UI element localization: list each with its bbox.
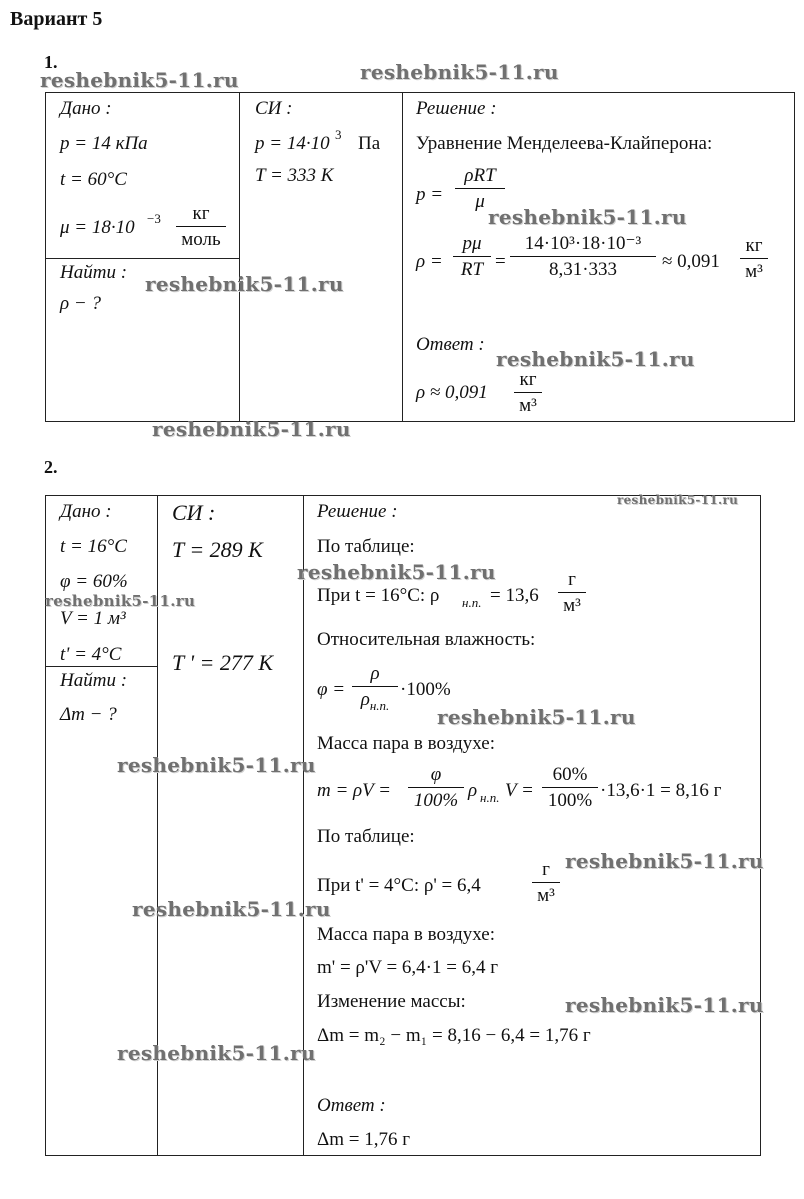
- watermark: reshebnik5-11.ru: [565, 849, 764, 873]
- subscript-np: н.п.: [462, 595, 482, 610]
- eq2-result: ≈ 0,091: [662, 251, 720, 272]
- si-pressure: p = 14·10: [255, 133, 330, 154]
- answer-value: Δm = 1,76 г: [317, 1129, 411, 1150]
- unit-numerator: кг: [745, 235, 763, 256]
- mass-denominator: 100%: [413, 790, 459, 811]
- table-border-bottom: [45, 1155, 761, 1156]
- eq2-unit-fraction: [740, 236, 768, 281]
- table-column-divider: [402, 92, 403, 422]
- eq2-numeric-denominator: 8,31·333: [548, 259, 618, 280]
- unit-numerator: кг: [519, 369, 537, 390]
- mass-fraction-2: [542, 765, 598, 810]
- watermark: reshebnik5-11.ru: [45, 592, 196, 610]
- si-pressure-unit: Па: [358, 133, 381, 154]
- eq1-numerator: ρRT: [464, 165, 496, 186]
- unit-denominator: моль: [181, 229, 221, 250]
- watermark: reshebnik5-11.ru: [360, 60, 559, 84]
- subscript-np: н.п.: [480, 790, 500, 805]
- unit-numerator: кг: [192, 203, 210, 224]
- si-header: СИ :: [255, 98, 293, 119]
- density-at-4c: При t' = 4°C: ρ' = 6,4: [317, 875, 481, 896]
- answer-header: Ответ :: [416, 334, 485, 355]
- unit-numerator: г: [542, 859, 550, 880]
- eq2-lhs: ρ =: [416, 251, 443, 272]
- density-unit-fraction: [532, 860, 560, 905]
- given-header: Дано :: [60, 98, 112, 119]
- solution-header: Решение :: [416, 98, 497, 119]
- given-temperature: t = 60°C: [60, 169, 127, 190]
- molar-mass-unit-fraction: [176, 204, 226, 249]
- watermark: reshebnik5-11.ru: [152, 417, 351, 441]
- unit-denominator: м³: [519, 395, 537, 416]
- solution-step: Масса пара в воздухе:: [317, 924, 496, 945]
- si-temperature-2: T ' = 277 К: [172, 650, 273, 675]
- given-volume: V = 1 м³: [60, 608, 126, 629]
- problem-1-number: 1.: [44, 52, 58, 72]
- eq2-fraction: [453, 234, 491, 279]
- given-header: Дано :: [60, 501, 112, 522]
- table-border-right: [760, 495, 761, 1156]
- solution-step: Изменение массы:: [317, 991, 466, 1012]
- eq2-numerator: pμ: [462, 233, 482, 254]
- mass-lhs: m = ρV =: [317, 780, 391, 801]
- answer-value: ρ ≈ 0,091: [416, 382, 488, 403]
- watermark: reshebnik5-11.ru: [117, 1041, 316, 1065]
- given-temperature-2: t' = 4°C: [60, 644, 122, 665]
- eq2-numeric-fraction: [510, 234, 656, 279]
- phi-fraction: [352, 664, 398, 712]
- given-find-divider: [45, 666, 158, 667]
- given-molar-mass: μ = 18·10: [60, 217, 135, 238]
- given-humidity: φ = 60%: [60, 571, 128, 592]
- unit-denominator: м³: [537, 885, 555, 906]
- phi-lhs: φ =: [317, 679, 346, 700]
- eq1-denominator: μ: [475, 191, 485, 212]
- watermark: reshebnik5-11.ru: [496, 347, 695, 371]
- watermark: reshebnik5-11.ru: [40, 68, 239, 92]
- watermark: reshebnik5-11.ru: [132, 897, 331, 921]
- eq2-denominator: RT: [460, 259, 484, 280]
- mass-fraction-1: [408, 765, 464, 810]
- unit-denominator: м³: [745, 261, 763, 282]
- unit-denominator: м³: [563, 595, 581, 616]
- saturated-density-line: При t = 16°C: ρ: [317, 585, 440, 606]
- given-molar-mass-exponent: −3: [147, 211, 161, 226]
- eq2-equals: =: [495, 251, 506, 272]
- given-find-divider: [45, 258, 240, 259]
- watermark: reshebnik5-11.ru: [117, 753, 316, 777]
- table-column-divider: [239, 92, 240, 422]
- find-header: Найти :: [60, 670, 128, 691]
- watermark: reshebnik5-11.ru: [437, 705, 636, 729]
- mass-tail: ·13,6·1 = 8,16 г: [600, 780, 722, 801]
- phi-denominator: $\rho_{н.п.}$: [360, 689, 390, 713]
- find-density: ρ − ?: [60, 293, 101, 314]
- table-border-left: [45, 92, 46, 422]
- solution-law: Уравнение Менделеева-Клайперона:: [416, 133, 713, 154]
- phi-numerator: ρ: [370, 663, 380, 684]
- table-border-right: [794, 92, 795, 422]
- solution-header: Решение :: [317, 501, 398, 522]
- given-pressure: p = 14 кПа: [60, 133, 148, 154]
- mass-numerator: φ: [430, 764, 442, 785]
- mass-change-eq: Δm = m₂ − m₁ = 8,16 − 6,4 = 1,76 г: [317, 1025, 591, 1046]
- find-header: Найти :: [60, 262, 128, 283]
- watermark: reshebnik5-11.ru: [488, 205, 687, 229]
- solution-step: Относительная влажность:: [317, 629, 536, 650]
- density-unit-fraction: [558, 570, 586, 615]
- solution-step: Масса пара в воздухе:: [317, 733, 496, 754]
- solution-step: По таблице:: [317, 536, 415, 557]
- answer-header: Ответ :: [317, 1095, 386, 1116]
- saturated-density-value: = 13,6: [490, 585, 539, 606]
- eq1-lhs: p =: [416, 184, 444, 205]
- mass-denominator: 100%: [547, 790, 593, 811]
- si-temperature: T = 289 К: [172, 537, 263, 562]
- watermark: reshebnik5-11.ru: [617, 493, 739, 507]
- si-pressure-exponent: 3: [335, 127, 342, 142]
- given-temperature: t = 16°C: [60, 536, 127, 557]
- page-title: Вариант 5: [10, 8, 103, 30]
- solution-step: По таблице:: [317, 826, 415, 847]
- mass-numerator: 60%: [552, 764, 588, 785]
- phi-tail: ·100%: [400, 679, 451, 700]
- find-mass-change: Δm − ?: [60, 704, 117, 725]
- watermark: reshebnik5-11.ru: [145, 272, 344, 296]
- watermark: reshebnik5-11.ru: [565, 993, 764, 1017]
- eq2-numeric-numerator: 14·10³·18·10⁻³: [524, 233, 642, 254]
- unit-numerator: г: [568, 569, 576, 590]
- watermark: reshebnik5-11.ru: [297, 560, 496, 584]
- si-header: СИ :: [172, 500, 216, 525]
- mass-rho: ρ: [468, 780, 478, 801]
- answer-unit-fraction: [514, 370, 542, 415]
- si-temperature: T = 333 К: [255, 165, 334, 186]
- problem-2-number: 2.: [44, 457, 58, 477]
- table-border-top: [45, 92, 795, 93]
- mass-v: V =: [505, 780, 534, 801]
- mass-at-4c: m' = ρ'V = 6,4·1 = 6,4 г: [317, 957, 499, 978]
